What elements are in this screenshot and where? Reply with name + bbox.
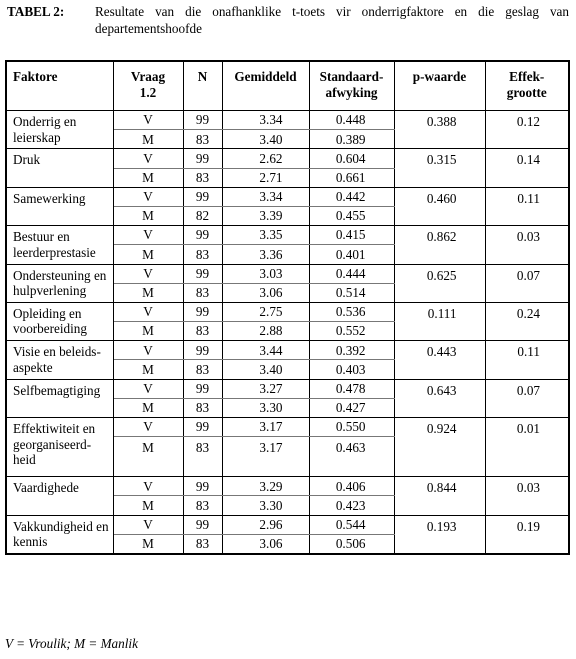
- header-standaardafwyking: Standaard-afwyking: [309, 61, 394, 111]
- effect-size: 0.12: [485, 111, 569, 149]
- group-code: V: [113, 302, 183, 321]
- sd-value: 0.403: [309, 360, 394, 379]
- effect-size: 0.14: [485, 149, 569, 187]
- sample-size: 83: [183, 168, 222, 187]
- p-value: 0.844: [394, 477, 485, 515]
- group-code: V: [113, 226, 183, 245]
- sd-value: 0.506: [309, 534, 394, 554]
- header-effekgrootte: Effek-grootte: [485, 61, 569, 111]
- sd-value: 0.478: [309, 379, 394, 398]
- mean-value: 3.36: [222, 245, 309, 264]
- mean-value: 3.44: [222, 341, 309, 360]
- factor-name: Vakkundigheid en kennis: [6, 515, 113, 554]
- group-code: V: [113, 264, 183, 283]
- p-value: 0.111: [394, 302, 485, 340]
- factor-name: Ondersteuning en hulpverlening: [6, 264, 113, 302]
- p-value: 0.460: [394, 187, 485, 225]
- effect-size: 0.24: [485, 302, 569, 340]
- p-value: 0.315: [394, 149, 485, 187]
- factor-name: Opleiding en voorbereiding: [6, 302, 113, 340]
- mean-value: 3.06: [222, 534, 309, 554]
- group-code: M: [113, 168, 183, 187]
- group-code: V: [113, 187, 183, 206]
- sd-value: 0.442: [309, 187, 394, 206]
- effect-size: 0.11: [485, 187, 569, 225]
- sd-value: 0.604: [309, 149, 394, 168]
- table-row: [6, 515, 569, 534]
- caption-text: Resultate van die onafhanklike t-toets vir onderrigfaktore en die geslag van departementshoofde: [95, 4, 569, 36]
- mean-value: 3.29: [222, 477, 309, 496]
- effect-size: 0.03: [485, 226, 569, 264]
- table-row: [6, 111, 569, 130]
- table-row: [6, 226, 569, 245]
- group-code: M: [113, 283, 183, 302]
- mean-value: 3.30: [222, 398, 309, 417]
- sample-size: 99: [183, 226, 222, 245]
- effect-size: 0.07: [485, 264, 569, 302]
- group-code: M: [113, 398, 183, 417]
- factor-name: Bestuur en leerderprestasie: [6, 226, 113, 264]
- header-n: N: [183, 61, 222, 111]
- sd-value: 0.661: [309, 168, 394, 187]
- sample-size: 99: [183, 111, 222, 130]
- sd-value: 0.552: [309, 322, 394, 341]
- p-value: 0.625: [394, 264, 485, 302]
- sd-value: 0.401: [309, 245, 394, 264]
- sd-value: 0.536: [309, 302, 394, 321]
- table-row: [6, 302, 569, 321]
- sample-size: 99: [183, 149, 222, 168]
- sd-value: 0.448: [309, 111, 394, 130]
- mean-value: 2.71: [222, 168, 309, 187]
- sample-size: 83: [183, 437, 222, 477]
- sd-value: 0.444: [309, 264, 394, 283]
- group-code: V: [113, 515, 183, 534]
- group-code: M: [113, 534, 183, 554]
- sample-size: 83: [183, 130, 222, 149]
- sample-size: 99: [183, 379, 222, 398]
- table-body: [6, 111, 569, 554]
- mean-value: 3.03: [222, 264, 309, 283]
- caption-label: TABEL 2:: [7, 4, 65, 19]
- table-row: [6, 341, 569, 360]
- table-row: [6, 418, 569, 437]
- header-vraag: Vraag 1.2: [113, 61, 183, 111]
- table-row: [6, 477, 569, 496]
- sd-value: 0.415: [309, 226, 394, 245]
- group-code: V: [113, 341, 183, 360]
- effect-size: 0.19: [485, 515, 569, 554]
- p-value: 0.924: [394, 418, 485, 477]
- mean-value: 3.40: [222, 130, 309, 149]
- header-faktore: Faktore: [6, 61, 113, 111]
- sample-size: 99: [183, 302, 222, 321]
- mean-value: 2.88: [222, 322, 309, 341]
- sd-value: 0.550: [309, 418, 394, 437]
- sd-value: 0.392: [309, 341, 394, 360]
- header-p-waarde: p-waarde: [394, 61, 485, 111]
- factor-name: Vaardighede: [6, 477, 113, 515]
- mean-value: 3.06: [222, 283, 309, 302]
- sample-size: 83: [183, 322, 222, 341]
- p-value: 0.643: [394, 379, 485, 417]
- p-value: 0.193: [394, 515, 485, 554]
- sample-size: 83: [183, 398, 222, 417]
- sample-size: 99: [183, 187, 222, 206]
- effect-size: 0.07: [485, 379, 569, 417]
- group-code: V: [113, 418, 183, 437]
- group-code: M: [113, 437, 183, 477]
- sample-size: 99: [183, 341, 222, 360]
- group-code: M: [113, 245, 183, 264]
- group-code: M: [113, 496, 183, 515]
- factor-name: Selfbemagtiging: [6, 379, 113, 417]
- mean-value: 2.75: [222, 302, 309, 321]
- sample-size: 83: [183, 245, 222, 264]
- sample-size: 99: [183, 515, 222, 534]
- group-code: M: [113, 206, 183, 225]
- table-row: [6, 379, 569, 398]
- sample-size: 83: [183, 283, 222, 302]
- effect-size: 0.01: [485, 418, 569, 477]
- group-code: V: [113, 477, 183, 496]
- sd-value: 0.544: [309, 515, 394, 534]
- group-code: V: [113, 379, 183, 398]
- sd-value: 0.455: [309, 206, 394, 225]
- factor-name: Samewerking: [6, 187, 113, 225]
- results-table: [5, 60, 570, 555]
- mean-value: 3.34: [222, 111, 309, 130]
- mean-value: 3.39: [222, 206, 309, 225]
- group-code: V: [113, 149, 183, 168]
- p-value: 0.443: [394, 341, 485, 379]
- sample-size: 99: [183, 264, 222, 283]
- mean-value: 3.27: [222, 379, 309, 398]
- group-code: M: [113, 360, 183, 379]
- p-value: 0.388: [394, 111, 485, 149]
- header-row: [6, 61, 569, 111]
- sd-value: 0.463: [309, 437, 394, 477]
- mean-value: 2.96: [222, 515, 309, 534]
- effect-size: 0.03: [485, 477, 569, 515]
- sd-value: 0.389: [309, 130, 394, 149]
- sd-value: 0.406: [309, 477, 394, 496]
- mean-value: 3.40: [222, 360, 309, 379]
- sd-value: 0.423: [309, 496, 394, 515]
- effect-size: 0.11: [485, 341, 569, 379]
- group-code: M: [113, 322, 183, 341]
- group-code: M: [113, 130, 183, 149]
- sample-size: 83: [183, 534, 222, 554]
- mean-value: 3.30: [222, 496, 309, 515]
- table-row: [6, 149, 569, 168]
- factor-name: Druk: [6, 149, 113, 187]
- group-code: V: [113, 111, 183, 130]
- mean-value: 3.17: [222, 437, 309, 477]
- sample-size: 82: [183, 206, 222, 225]
- footnote: V = Vroulik; M = Manlik: [5, 636, 138, 651]
- mean-value: 2.62: [222, 149, 309, 168]
- table-row: [6, 187, 569, 206]
- sample-size: 99: [183, 477, 222, 496]
- table-row: [6, 264, 569, 283]
- mean-value: 3.17: [222, 418, 309, 437]
- sample-size: 83: [183, 496, 222, 515]
- sample-size: 83: [183, 360, 222, 379]
- sd-value: 0.427: [309, 398, 394, 417]
- sd-value: 0.514: [309, 283, 394, 302]
- p-value: 0.862: [394, 226, 485, 264]
- mean-value: 3.34: [222, 187, 309, 206]
- factor-name: Effektiwiteit en georganiseerd-heid: [6, 418, 113, 477]
- factor-name: Onderrig en leierskap: [6, 111, 113, 149]
- header-gemiddeld: Gemiddeld: [222, 61, 309, 111]
- factor-name: Visie en beleids-aspekte: [6, 341, 113, 379]
- sample-size: 99: [183, 418, 222, 437]
- mean-value: 3.35: [222, 226, 309, 245]
